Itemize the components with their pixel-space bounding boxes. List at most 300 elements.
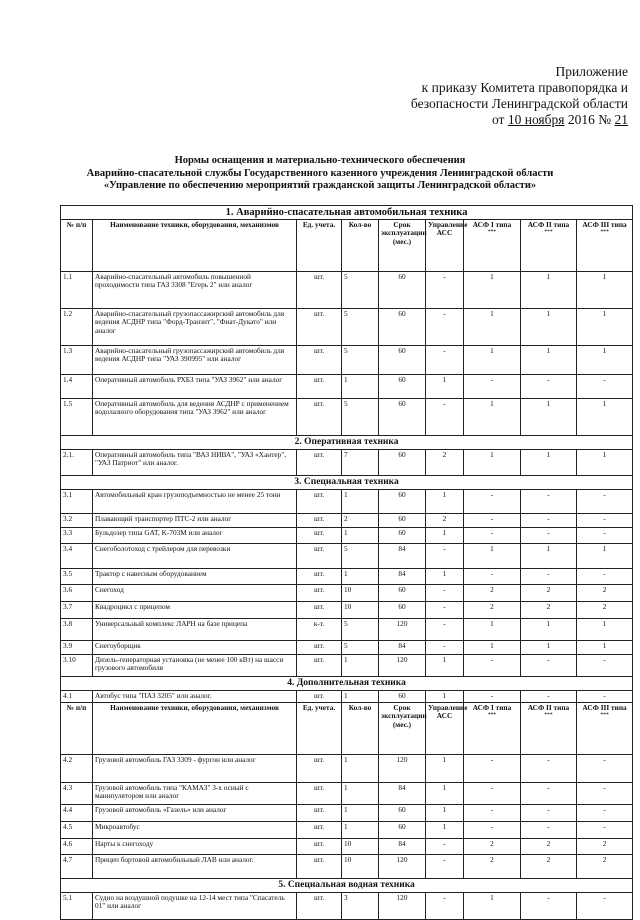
header-asf2 xyxy=(521,703,577,755)
cell-a1: - xyxy=(464,528,521,544)
cell-a1: 1 xyxy=(464,893,521,920)
cell-a1: - xyxy=(464,514,521,528)
header-label: Ед. учета. xyxy=(302,220,336,229)
header-asf3 xyxy=(577,220,633,272)
cell-acc: 1 xyxy=(426,822,464,839)
cell-a3: 1 xyxy=(577,450,633,476)
header-term xyxy=(379,703,426,755)
cell-n: 3.9 xyxy=(61,641,93,655)
cell-acc: - xyxy=(426,544,464,569)
table-row xyxy=(61,309,633,346)
cell-u: шт. xyxy=(297,450,342,476)
cell-t: 60 xyxy=(379,399,426,436)
cell-t: 60 xyxy=(379,346,426,375)
cell-n: 3.10 xyxy=(61,655,93,677)
cell-t: 60 xyxy=(379,375,426,399)
cell-a2: - xyxy=(521,805,577,822)
table-row xyxy=(61,375,633,399)
cell-name: Автомобильный кран грузоподъемностью не менее 25 тонн xyxy=(93,490,297,514)
cell-u: шт. xyxy=(297,309,342,346)
cell-a1: - xyxy=(464,822,521,839)
cell-a2: 1 xyxy=(521,450,577,476)
table-body xyxy=(61,206,633,920)
cell-u: шт. xyxy=(297,602,342,619)
cell-a2: 1 xyxy=(521,272,577,309)
cell-acc: - xyxy=(426,619,464,641)
table-header-row xyxy=(61,703,633,755)
cell-n: 3.2 xyxy=(61,514,93,528)
header-label: Кол-во xyxy=(348,220,372,229)
cell-name: Снегоуборщик xyxy=(93,641,297,655)
cell-a3: 1 xyxy=(577,641,633,655)
cell-a2: - xyxy=(521,569,577,585)
cell-q: 5 xyxy=(342,544,379,569)
header-stars: *** xyxy=(487,229,497,236)
cell-a1: 2 xyxy=(464,839,521,855)
cell-a2: 1 xyxy=(521,619,577,641)
table-row xyxy=(61,569,633,585)
cell-u: шт. xyxy=(297,822,342,839)
cell-name: Грузовой автомобиль типа "КАМАЗ" 3-х осный с манипулятором или аналог xyxy=(93,783,297,805)
cell-t: 84 xyxy=(379,641,426,655)
appendix-line: к приказу Комитета правопорядка и xyxy=(421,80,628,95)
cell-t: 120 xyxy=(379,655,426,677)
header-asf2 xyxy=(521,220,577,272)
table-row xyxy=(61,619,633,641)
cell-a2: 2 xyxy=(521,855,577,879)
cell-q: 5 xyxy=(342,309,379,346)
cell-a1: 1 xyxy=(464,619,521,641)
cell-t: 84 xyxy=(379,783,426,805)
cell-a2: - xyxy=(521,490,577,514)
cell-a3: 1 xyxy=(577,619,633,641)
cell-n: 5.1 xyxy=(61,893,93,920)
section-row xyxy=(61,436,633,450)
table-row xyxy=(61,602,633,619)
cell-name: Аварийно-спасательный автомобиль повышенной проходимости типа ГАЗ 3308 "Егерь 2" или аналог xyxy=(93,272,297,309)
cell-n: 2.1. xyxy=(61,450,93,476)
appendix-line: безопасности Ленинградской области xyxy=(410,96,628,111)
cell-a3: 2 xyxy=(577,585,633,602)
cell-a2: 1 xyxy=(521,399,577,436)
cell-u: к-т. xyxy=(297,619,342,641)
cell-n: 1.1 xyxy=(61,272,93,309)
cell-n: 4.2 xyxy=(61,755,93,783)
cell-t: 120 xyxy=(379,893,426,920)
table-row xyxy=(61,855,633,879)
cell-a1: - xyxy=(464,569,521,585)
cell-name: Оперативный автомобиль РХБЗ типа "УАЗ 3962" или аналог xyxy=(93,375,297,399)
header-stars: *** xyxy=(600,712,609,719)
cell-name: Дизель-генераторная установка (не менее 100 кВт) на шасси грузового автомобиля xyxy=(93,655,297,677)
section-row xyxy=(61,206,633,220)
cell-a3: - xyxy=(577,490,633,514)
cell-acc: 1 xyxy=(426,569,464,585)
section-title: 5. Специальная водная техника xyxy=(61,879,633,893)
cell-acc: - xyxy=(426,399,464,436)
cell-acc: - xyxy=(426,893,464,920)
header-num xyxy=(61,703,93,755)
cell-u: шт. xyxy=(297,755,342,783)
cell-q: 1 xyxy=(342,528,379,544)
cell-name: Универсальный комплекс ЛАРН на базе прицепа xyxy=(93,619,297,641)
norms-table xyxy=(60,205,633,920)
cell-q: 10 xyxy=(342,602,379,619)
cell-a3: - xyxy=(577,783,633,805)
cell-a2: 1 xyxy=(521,309,577,346)
cell-u: шт. xyxy=(297,839,342,855)
order-date: 10 ноября xyxy=(507,112,565,127)
cell-a2: - xyxy=(521,514,577,528)
header-qty xyxy=(342,703,379,755)
cell-name: Грузовой автомобиль ГАЗ 3309 - фургон или аналог xyxy=(93,755,297,783)
header-label: Управление АСС xyxy=(428,220,468,238)
cell-t: 60 xyxy=(379,309,426,346)
cell-n: 4.5 xyxy=(61,822,93,839)
title-line-3: «Управление по обеспечению мероприятий гражданской защиты Ленинградской области» xyxy=(103,180,537,191)
table-row xyxy=(61,544,633,569)
cell-a2: 2 xyxy=(521,839,577,855)
cell-t: 60 xyxy=(379,805,426,822)
cell-q: 1 xyxy=(342,655,379,677)
cell-a2: - xyxy=(521,375,577,399)
cell-a3: 1 xyxy=(577,272,633,309)
cell-a1: - xyxy=(464,655,521,677)
header-label: № п/п xyxy=(66,220,87,229)
cell-name: Плавающий транспортер ПТС-2 или аналог xyxy=(93,514,297,528)
cell-n: 4.7 xyxy=(61,855,93,879)
cell-acc: 1 xyxy=(426,528,464,544)
cell-u: шт. xyxy=(297,272,342,309)
table-row xyxy=(61,272,633,309)
cell-q: 1 xyxy=(342,805,379,822)
header-acc xyxy=(426,703,468,755)
header-label: № п/п xyxy=(66,703,87,712)
header-label: Кол-во xyxy=(348,703,372,712)
table-row xyxy=(61,691,633,703)
appendix-title: Приложение xyxy=(555,64,628,79)
date-year: 2016 № xyxy=(564,112,615,127)
cell-name: Оперативный автомобиль для ведения АСДНР с применением водолазного оборудования типа "УАЗ 3962" или аналог xyxy=(93,399,297,436)
header-qty xyxy=(342,220,379,272)
header-asf1 xyxy=(464,703,521,755)
table-row xyxy=(61,805,633,822)
table-row xyxy=(61,655,633,677)
header-label: АСФ I типа xyxy=(472,703,512,712)
cell-q: 5 xyxy=(342,619,379,641)
cell-name: Снегоболотоход с трейлером для перевозки xyxy=(93,544,297,569)
cell-t: 60 xyxy=(379,490,426,514)
cell-a3: - xyxy=(577,514,633,528)
header-label: АСФ I типа xyxy=(472,220,512,229)
cell-acc: 1 xyxy=(426,783,464,805)
header-label: Наименование техники, оборудования, механизмов xyxy=(110,703,279,712)
cell-name: Снегоход xyxy=(93,585,297,602)
cell-t: 60 xyxy=(379,272,426,309)
cell-a3: - xyxy=(577,822,633,839)
section-row xyxy=(61,879,633,893)
cell-u: шт. xyxy=(297,893,342,920)
cell-u: шт. xyxy=(297,514,342,528)
cell-u: шт. xyxy=(297,490,342,514)
section-title: 1. Аварийно-спасательная автомобильная техника xyxy=(61,206,633,220)
table-row xyxy=(61,399,633,436)
cell-u: шт. xyxy=(297,805,342,822)
cell-a3: 1 xyxy=(577,309,633,346)
cell-n: 3.8 xyxy=(61,619,93,641)
cell-t: 60 xyxy=(379,528,426,544)
cell-q: 7 xyxy=(342,450,379,476)
header-stars: *** xyxy=(487,712,497,719)
cell-a1: - xyxy=(464,755,521,783)
cell-acc: 2 xyxy=(426,514,464,528)
cell-name: Нарты к снегоходу xyxy=(93,839,297,855)
cell-a1: - xyxy=(464,490,521,514)
cell-a3: - xyxy=(577,375,633,399)
header-label: АСФ III типа xyxy=(582,703,627,712)
cell-u: шт. xyxy=(297,691,342,703)
cell-name: Аварийно-спасательный грузопассажирский автомобиль для ведения АСДНР типа "Форд-Транзит", "Фиат-Дукато" или аналог xyxy=(93,309,297,346)
cell-a1: - xyxy=(464,375,521,399)
cell-acc: - xyxy=(426,839,464,855)
cell-u: шт. xyxy=(297,655,342,677)
cell-q: 1 xyxy=(342,822,379,839)
order-number: 21 xyxy=(614,112,628,127)
cell-name: Судно на воздушной подушке на 12-14 мест типа "Спасатель 01" или аналог xyxy=(93,893,297,920)
cell-t: 60 xyxy=(379,691,426,703)
cell-t: 84 xyxy=(379,569,426,585)
cell-acc: 2 xyxy=(426,450,464,476)
title-line-2: Аварийно-спасательной службы Государственного казенного учреждения Ленинградской области xyxy=(86,167,554,179)
header-asf1 xyxy=(464,220,521,272)
cell-name: Грузовой автомобиль «Газель» или аналог xyxy=(93,805,297,822)
cell-name: Квадроцикл с прицепом xyxy=(93,602,297,619)
section-row xyxy=(61,476,633,490)
cell-a3: 1 xyxy=(577,544,633,569)
table-row xyxy=(61,755,633,783)
document-title xyxy=(0,155,640,193)
cell-a2: 1 xyxy=(521,641,577,655)
table-row xyxy=(61,490,633,514)
appendix-date-line xyxy=(368,112,628,128)
cell-t: 60 xyxy=(379,822,426,839)
cell-a1: 1 xyxy=(464,346,521,375)
cell-name: Трактор с навесным оборудованием xyxy=(93,569,297,585)
cell-u: шт. xyxy=(297,569,342,585)
cell-a3: - xyxy=(577,805,633,822)
cell-a1: 1 xyxy=(464,641,521,655)
cell-a3: - xyxy=(577,655,633,677)
cell-acc: - xyxy=(426,641,464,655)
cell-name: Аварийно-спасательный грузопассажирский автомобиль для ведения АСДНР типа "УАЗ 390995" или аналог xyxy=(93,346,297,375)
cell-t: 84 xyxy=(379,839,426,855)
cell-n: 4.3 xyxy=(61,783,93,805)
cell-a2: - xyxy=(521,755,577,783)
cell-n: 3.5 xyxy=(61,569,93,585)
cell-name: Бульдозер типа GAT, K-703M или аналог xyxy=(93,528,297,544)
cell-a3: - xyxy=(577,755,633,783)
cell-a2: - xyxy=(521,691,577,703)
cell-name: Автобус типа "ПАЗ 3205" или аналог. xyxy=(93,691,297,703)
cell-q: 1 xyxy=(342,755,379,783)
cell-u: шт. xyxy=(297,346,342,375)
cell-a3: - xyxy=(577,569,633,585)
cell-a2: - xyxy=(521,783,577,805)
cell-q: 5 xyxy=(342,346,379,375)
table-row xyxy=(61,585,633,602)
appendix-block xyxy=(368,64,628,128)
cell-a1: 2 xyxy=(464,855,521,879)
cell-a3: 2 xyxy=(577,855,633,879)
cell-t: 120 xyxy=(379,755,426,783)
cell-t: 120 xyxy=(379,619,426,641)
table-header-row xyxy=(61,220,633,272)
cell-n: 1.5 xyxy=(61,399,93,436)
cell-name: Прицеп бортовой автомобильный ЛАВ или аналог. xyxy=(93,855,297,879)
header-acc xyxy=(426,220,468,272)
table-row xyxy=(61,450,633,476)
cell-a2: 2 xyxy=(521,602,577,619)
cell-a2: 1 xyxy=(521,346,577,375)
cell-n: 3.4 xyxy=(61,544,93,569)
cell-u: шт. xyxy=(297,641,342,655)
date-prefix: от xyxy=(491,112,508,127)
header-unit xyxy=(297,703,342,755)
cell-q: 5 xyxy=(342,641,379,655)
cell-acc: - xyxy=(426,585,464,602)
cell-u: шт. xyxy=(297,375,342,399)
cell-acc: - xyxy=(426,346,464,375)
cell-a1: 1 xyxy=(464,309,521,346)
cell-u: шт. xyxy=(297,585,342,602)
cell-a3: - xyxy=(577,691,633,703)
cell-a3: - xyxy=(577,893,633,920)
cell-n: 4.1 xyxy=(61,691,93,703)
cell-a2: - xyxy=(521,655,577,677)
cell-q: 5 xyxy=(342,272,379,309)
cell-t: 60 xyxy=(379,450,426,476)
cell-q: 3 xyxy=(342,893,379,920)
cell-u: шт. xyxy=(297,544,342,569)
cell-acc: 1 xyxy=(426,755,464,783)
header-term xyxy=(379,220,426,272)
cell-name: Микроавтобус xyxy=(93,822,297,839)
cell-n: 1.4 xyxy=(61,375,93,399)
cell-q: 10 xyxy=(342,585,379,602)
table-row xyxy=(61,641,633,655)
cell-a3: 2 xyxy=(577,602,633,619)
cell-a3: - xyxy=(577,528,633,544)
cell-a1: 2 xyxy=(464,602,521,619)
cell-acc: - xyxy=(426,309,464,346)
cell-n: 3.3 xyxy=(61,528,93,544)
cell-n: 3.7 xyxy=(61,602,93,619)
section-title: 4. Дополнительная техника xyxy=(61,677,633,691)
title-line-1: Нормы оснащения и материально-технического обеспечения xyxy=(174,155,466,166)
cell-acc: 1 xyxy=(426,655,464,677)
header-stars: *** xyxy=(544,229,553,236)
header-unit xyxy=(297,220,342,272)
header-label: АСФ II типа xyxy=(527,220,570,229)
cell-a3: 1 xyxy=(577,346,633,375)
cell-a2: - xyxy=(521,893,577,920)
cell-t: 120 xyxy=(379,855,426,879)
cell-a3: 2 xyxy=(577,839,633,855)
header-name xyxy=(93,220,297,272)
cell-a2: - xyxy=(521,822,577,839)
cell-u: шт. xyxy=(297,399,342,436)
header-stars: *** xyxy=(600,229,609,236)
cell-t: 60 xyxy=(379,585,426,602)
cell-u: шт. xyxy=(297,528,342,544)
cell-a1: 1 xyxy=(464,272,521,309)
cell-a2: 2 xyxy=(521,585,577,602)
cell-acc: 1 xyxy=(426,375,464,399)
cell-n: 1.3 xyxy=(61,346,93,375)
section-title: 3. Специальная техника xyxy=(61,476,633,490)
table-row xyxy=(61,346,633,375)
table-row xyxy=(61,822,633,839)
table-row xyxy=(61,528,633,544)
cell-q: 1 xyxy=(342,691,379,703)
header-name xyxy=(93,703,297,755)
cell-t: 60 xyxy=(379,602,426,619)
cell-a2: - xyxy=(521,528,577,544)
cell-acc: 1 xyxy=(426,691,464,703)
cell-t: 60 xyxy=(379,514,426,528)
cell-a1: 1 xyxy=(464,399,521,436)
cell-a2: 1 xyxy=(521,544,577,569)
cell-acc: - xyxy=(426,602,464,619)
cell-q: 1 xyxy=(342,375,379,399)
cell-n: 4.4 xyxy=(61,805,93,822)
header-label: Срок эксплуатации (мес.) xyxy=(381,703,427,729)
header-num xyxy=(61,220,93,272)
cell-a1: - xyxy=(464,805,521,822)
cell-q: 2 xyxy=(342,514,379,528)
cell-t: 84 xyxy=(379,544,426,569)
cell-q: 10 xyxy=(342,839,379,855)
cell-n: 3.6 xyxy=(61,585,93,602)
cell-q: 10 xyxy=(342,855,379,879)
cell-q: 1 xyxy=(342,783,379,805)
cell-a1: 2 xyxy=(464,585,521,602)
header-stars: *** xyxy=(544,712,553,719)
header-label: Управление АСС xyxy=(428,703,468,721)
section-title: 2. Оперативная техника xyxy=(61,436,633,450)
header-label: Наименование техники, оборудования, механизмов xyxy=(110,220,279,229)
cell-acc: - xyxy=(426,855,464,879)
cell-q: 1 xyxy=(342,490,379,514)
cell-n: 3.1 xyxy=(61,490,93,514)
cell-acc: 1 xyxy=(426,490,464,514)
header-asf3 xyxy=(577,703,633,755)
table-row xyxy=(61,783,633,805)
header-label: Ед. учета. xyxy=(302,703,336,712)
cell-name: Оперативный автомобиль типа "ВАЗ НИВА", "УАЗ «Хантер", "УАЗ Патриот" или аналог. xyxy=(93,450,297,476)
cell-u: шт. xyxy=(297,783,342,805)
cell-q: 5 xyxy=(342,399,379,436)
section-row xyxy=(61,677,633,691)
cell-a1: - xyxy=(464,783,521,805)
cell-u: шт. xyxy=(297,855,342,879)
cell-a1: 1 xyxy=(464,544,521,569)
cell-acc: - xyxy=(426,272,464,309)
table-row xyxy=(61,514,633,528)
header-label: АСФ II типа xyxy=(527,703,570,712)
cell-n: 4.6 xyxy=(61,839,93,855)
cell-acc: 1 xyxy=(426,805,464,822)
